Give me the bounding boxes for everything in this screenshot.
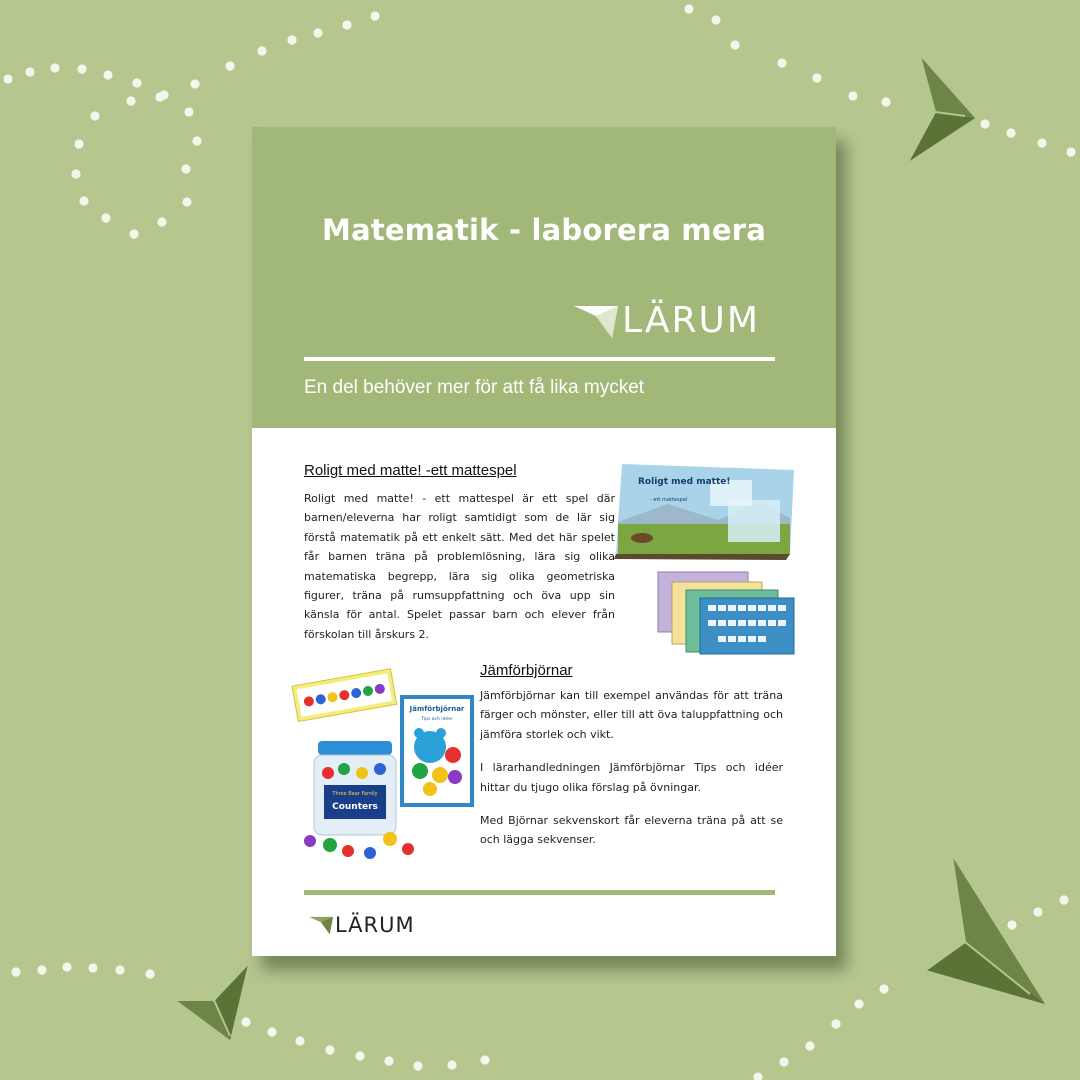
dotted-path-bottom-left <box>11 962 489 1070</box>
brand-logo-bottom <box>309 912 415 938</box>
game-box-title: Roligt med matte! <box>638 477 731 487</box>
section-text-jamforbjornar <box>480 686 783 864</box>
jamforbjornar-image <box>290 663 476 865</box>
section-heading-mattespel: Roligt med matte! -ett mattespel <box>304 462 517 479</box>
section-heading-jamforbjornar: Jämförbjörnar <box>480 662 573 679</box>
book-title: Jämförbjörnar <box>409 705 465 713</box>
footer-divider <box>304 890 775 895</box>
section-text-mattespel: Roligt med matte! - ett mattespel är ett spel där barnen/eleverna har roligt samtidigt som de lär sig förstå matematik på ett enkelt sätt. Med det här spelet får barnen träna på problemlösning, lära sig olika matematiska begrepp, lära sig olika geometriska figurer, träna på rumsuppfattning och öva upp sin känsla för antal. Spelet passar barn och elever från förskolan till årskurs 2. <box>304 492 615 641</box>
page-title: Matematik - laborera mera <box>322 213 766 247</box>
counters-jar <box>304 741 414 859</box>
sequence-card <box>292 669 397 722</box>
jar-label-top: Three Bear Family <box>332 791 378 797</box>
paper-plane-icon <box>176 964 248 1040</box>
paragraph: Med Björnar sekvenskort får eleverna träna på att se och lägga sekvenser. <box>480 814 783 847</box>
game-boards <box>658 572 794 654</box>
game-box-subtitle: - ett mattespel <box>650 497 688 503</box>
teacher-guide-book <box>400 695 474 807</box>
book-subtitle: Tips och idéer <box>421 717 453 722</box>
brand-name: LÄRUM <box>622 300 760 341</box>
paper-plane-icon <box>908 56 975 162</box>
jar-label: Counters <box>332 802 378 812</box>
header-divider <box>304 357 775 361</box>
paragraph: I lärarhandledningen Jämförbjörnar Tips och idéer hittar du tjugo olika förslag på övningar. <box>480 761 783 794</box>
game-box <box>614 464 794 560</box>
paper-plane-icon <box>926 856 1045 1004</box>
paragraph: Jämförbjörnar kan till exempel användas för att träna färger och mönster, eller till att öva taluppfattning och jämföra storlek och vikt. <box>480 689 783 741</box>
header-band <box>252 127 836 428</box>
lärum-glider-icon <box>309 914 333 936</box>
brand-logo-top <box>574 299 760 343</box>
mattespel-game-image <box>608 460 808 660</box>
flyer-page <box>252 127 836 956</box>
page-subtitle: En del behöver mer för att få lika mycket <box>304 377 645 398</box>
lärum-glider-icon <box>574 302 618 340</box>
footer-brand-name: LÄRUM <box>335 913 415 937</box>
